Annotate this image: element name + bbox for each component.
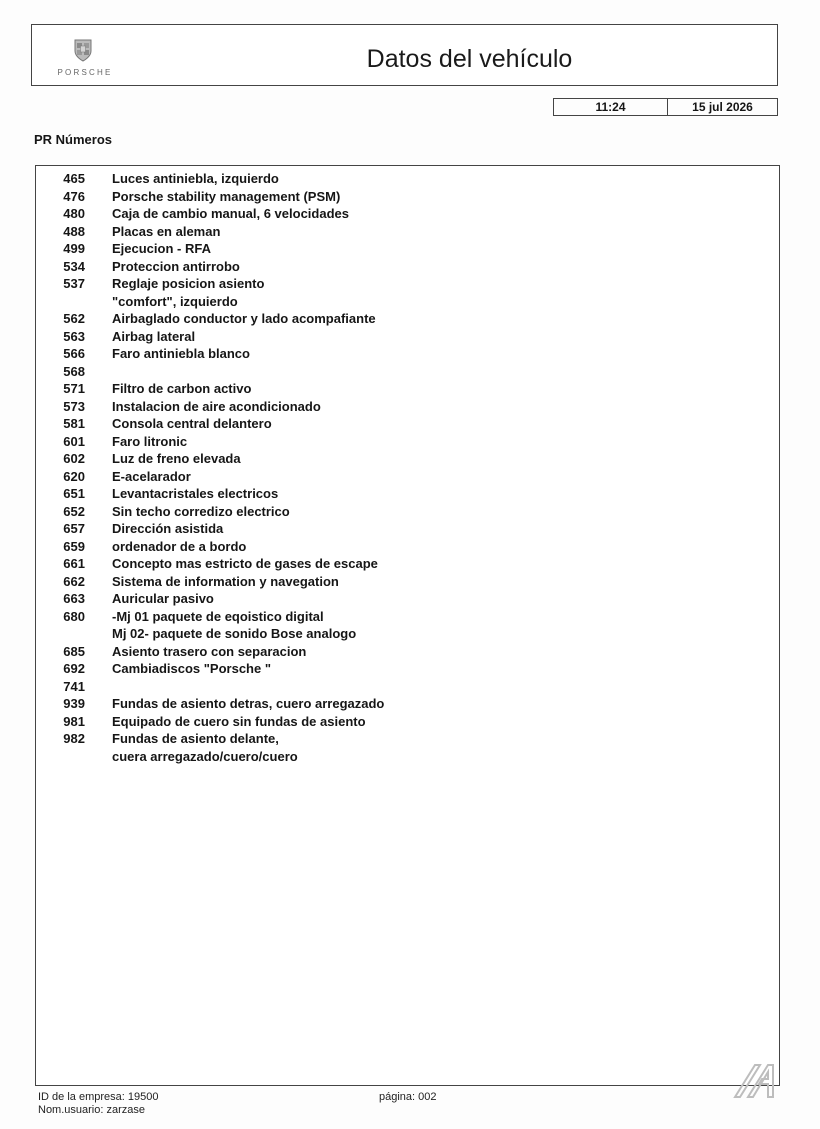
pr-code: 573	[63, 398, 85, 414]
watermark-stamp-icon	[732, 1060, 790, 1100]
pr-row	[36, 205, 779, 223]
pr-code: 465	[63, 171, 85, 186]
pr-description: Proteccion antirrobo	[112, 258, 240, 274]
pr-row	[36, 258, 779, 276]
pr-row	[36, 503, 779, 521]
pr-code: 663	[63, 591, 85, 606]
pr-code: 581	[63, 416, 85, 431]
pr-row	[36, 398, 779, 416]
pr-row	[36, 275, 779, 310]
pr-row	[36, 608, 779, 643]
pr-description: Levantacristales electricos	[112, 486, 279, 501]
pr-description: E-acelarador	[112, 468, 191, 484]
pr-row	[36, 188, 779, 206]
pr-code: 662	[63, 573, 85, 589]
pr-code: 601	[63, 433, 85, 449]
pr-row	[36, 660, 779, 678]
pr-description: ordenador de a bordo	[112, 538, 247, 554]
pr-description: Luz de freno elevada	[112, 451, 241, 466]
pr-code: 480	[63, 206, 85, 221]
pr-description: -Mj 01 paquete de eqoistico digital Mj 02- paquete de sonido Bose analogo	[112, 608, 357, 641]
pr-code: 571	[63, 381, 85, 396]
pr-description: Fundas de asiento delante, cuera arregazado/cuero/cuero	[112, 731, 298, 764]
pr-code: 537	[63, 276, 85, 291]
pr-row	[36, 643, 779, 661]
pr-description: Concepto mas estricto de gases de escape	[112, 556, 378, 571]
pr-description: Asiento trasero con separacion	[112, 643, 307, 659]
pr-description: Sistema de information y navegation	[112, 573, 339, 589]
porsche-crest-icon	[73, 38, 93, 62]
pr-code: 659	[63, 538, 85, 554]
pr-code: 692	[63, 661, 85, 676]
pr-row	[36, 223, 779, 241]
pr-row	[36, 520, 779, 538]
pr-code: 982	[63, 731, 85, 746]
pr-code: 680	[63, 608, 85, 624]
pr-row	[36, 345, 779, 363]
pr-description: Sin techo corredizo electrico	[112, 503, 290, 519]
datetime-box	[553, 98, 778, 116]
date-value: 15 jul 2026	[692, 100, 753, 114]
header-box	[31, 24, 778, 86]
pr-list-box	[35, 165, 780, 1086]
pr-code: 476	[63, 188, 85, 204]
pr-description: Reglaje posicion asiento "comfort", izquierdo	[112, 276, 265, 309]
pr-list	[36, 170, 779, 765]
pr-row	[36, 678, 779, 696]
pr-description: Cambiadiscos "Porsche "	[112, 661, 271, 676]
pr-code: 651	[63, 486, 85, 501]
pr-row	[36, 433, 779, 451]
pr-description: Faro antiniebla blanco	[112, 346, 250, 361]
pr-row	[36, 555, 779, 573]
pr-code: 562	[63, 311, 85, 326]
page-title: Datos del vehículo	[366, 45, 573, 73]
pr-description: Dirección asistida	[112, 521, 224, 536]
page-number: página: 002	[379, 1091, 437, 1103]
pr-code: 566	[63, 346, 85, 361]
pr-code: 563	[63, 328, 85, 344]
pr-code: 981	[63, 713, 85, 729]
pr-code: 499	[63, 241, 85, 256]
pr-code: 620	[63, 468, 85, 484]
pr-description: Faro litronic	[112, 433, 188, 449]
pr-description: Luces antiniebla, izquierdo	[112, 171, 279, 186]
pr-row	[36, 310, 779, 328]
time-value: 11:24	[554, 99, 668, 115]
pr-row	[36, 468, 779, 486]
pr-row	[36, 328, 779, 346]
pr-description: Porsche stability management (PSM)	[112, 188, 341, 204]
pr-row	[36, 380, 779, 398]
user-name: Nom.usuario: zarzase	[38, 1104, 145, 1116]
pr-description: Filtro de carbon activo	[112, 381, 252, 396]
pr-row	[36, 415, 779, 433]
pr-description: Instalacion de aire acondicionado	[112, 398, 321, 414]
pr-code: 534	[63, 258, 85, 274]
porsche-wordmark: PORSCHE	[57, 68, 113, 77]
section-label: PR Números	[34, 132, 113, 147]
pr-row	[36, 363, 779, 381]
pr-code: 602	[63, 451, 85, 466]
pr-row	[36, 573, 779, 591]
pr-row	[36, 590, 779, 608]
pr-code: 661	[63, 556, 85, 571]
pr-code: 568	[63, 363, 85, 379]
porsche-logo	[38, 35, 122, 81]
pr-row	[36, 713, 779, 731]
pr-code: 488	[63, 223, 85, 239]
pr-description: Airbag lateral	[112, 328, 196, 344]
pr-description: Equipado de cuero sin fundas de asiento	[112, 713, 366, 729]
pr-description: Consola central delantero	[112, 416, 272, 431]
pr-code: 939	[63, 696, 85, 711]
pr-description: Auricular pasivo	[112, 591, 214, 606]
pr-description: Airbaglado conductor y lado acompafiante	[112, 311, 376, 326]
pr-row	[36, 730, 779, 765]
pr-code: 685	[63, 643, 85, 659]
pr-row	[36, 485, 779, 503]
pr-row	[36, 695, 779, 713]
pr-description: Ejecucion - RFA	[112, 241, 211, 256]
pr-row	[36, 240, 779, 258]
pr-code: 741	[63, 678, 85, 694]
pr-code: 657	[63, 521, 85, 536]
company-id: ID de la empresa: 19500	[38, 1091, 159, 1103]
pr-code: 652	[63, 503, 85, 519]
pr-description: Placas en aleman	[112, 223, 221, 239]
pr-description: Caja de cambio manual, 6 velocidades	[112, 206, 349, 221]
pr-row	[36, 450, 779, 468]
pr-row	[36, 170, 779, 188]
pr-row	[36, 538, 779, 556]
pr-description: Fundas de asiento detras, cuero arregazado	[112, 696, 385, 711]
